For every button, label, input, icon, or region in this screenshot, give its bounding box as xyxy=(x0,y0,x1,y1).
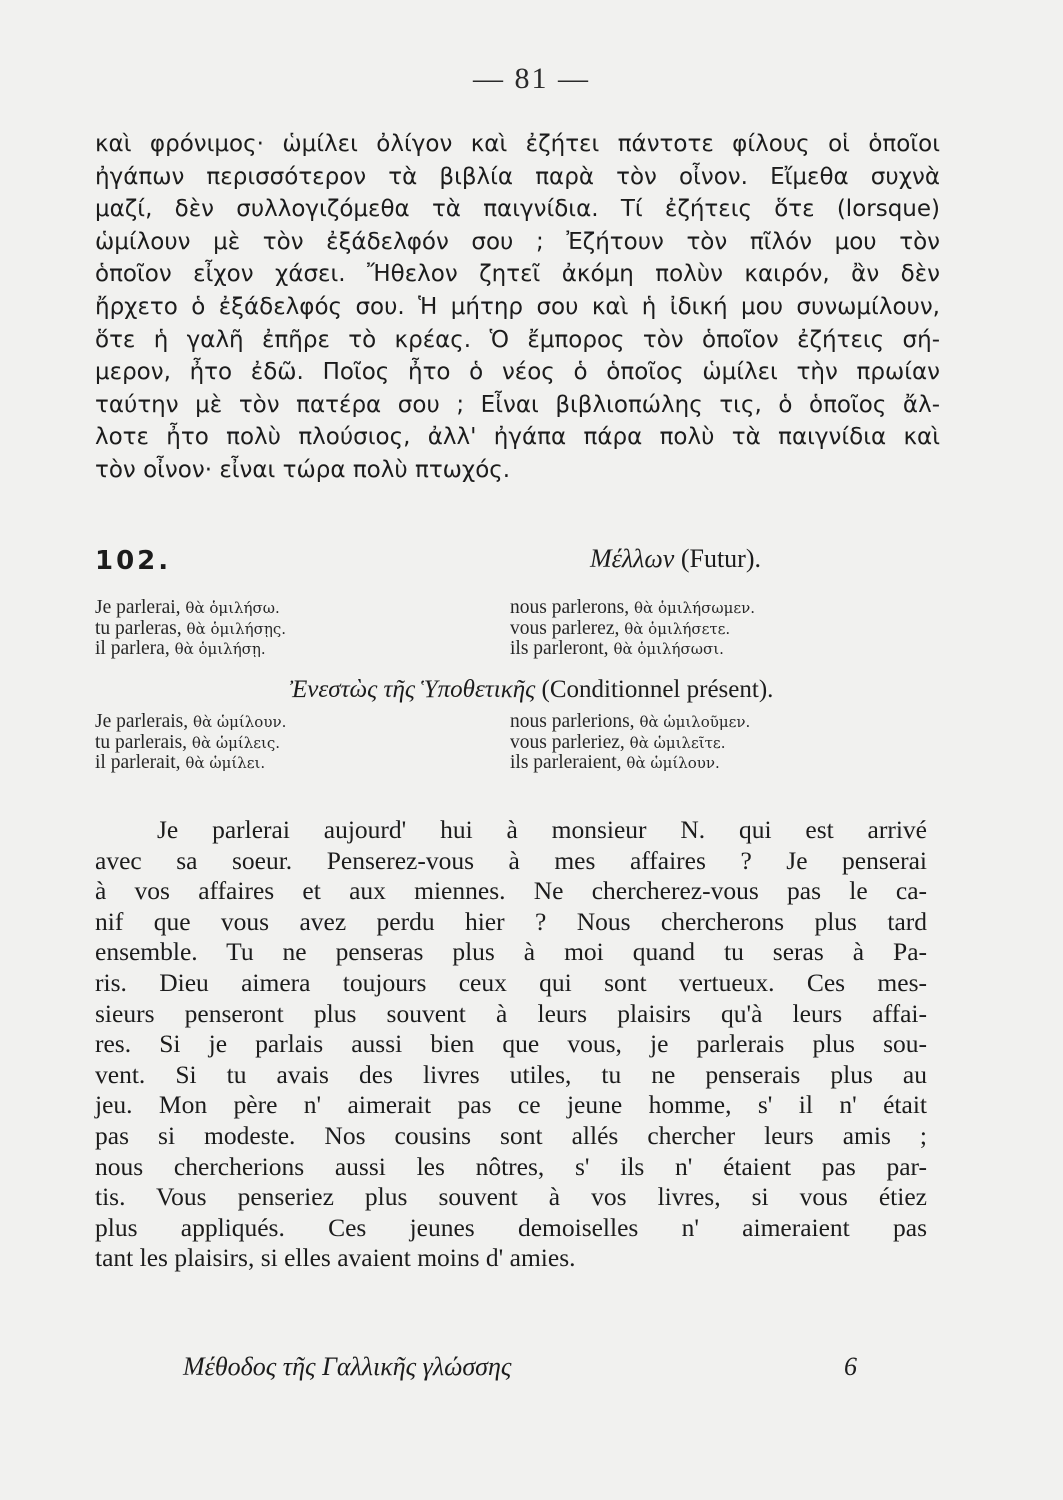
conditional-conjugation-left xyxy=(95,712,286,774)
text-line: tis. Vous penseriez plus souvent à vos livres, si vous étiez xyxy=(95,1182,927,1212)
text-line: sieurs penseront plus souvent à leurs plaisirs qu'à leurs affai- xyxy=(95,998,927,1028)
conjugation-line: vous parleriez, θὰ ὡμιλεῖτε. xyxy=(510,731,726,753)
conditional-conjugation-right xyxy=(510,712,750,774)
footer-signature-mark: 6 xyxy=(844,1352,857,1381)
text-line: ensemble. Tu ne penseras plus à moi quand tu seras à Pa- xyxy=(95,937,927,967)
conjugation-line: Je parlerai, θὰ ὁμιλήσω. xyxy=(95,597,280,618)
text-line: ris. Dieu aimera toujours ceux qui sont vertueux. Ces mes- xyxy=(95,967,927,997)
future-conjugation-right xyxy=(510,598,755,660)
text-line: plus appliqués. Ces jeunes demoiselles n' aimeraient pas xyxy=(95,1212,927,1242)
text-line: pas si modeste. Nos cousins sont allés chercher leurs amis ; xyxy=(95,1120,927,1150)
french-exercise-paragraph xyxy=(95,815,927,1274)
text-line: τὸν οἶνον· εἶναι τώρα πολὺ πτωχός. xyxy=(95,456,511,483)
footer-book-title: Μέθοδος τῆς Γαλλικῆς γλώσσης xyxy=(183,1352,512,1381)
text-line: ὅτε ἡ γαλῆ ἐπῆρε τὸ κρέας. Ὁ ἔμπορος τὸν ὁποῖον ἐζήτεις σή- xyxy=(95,326,940,353)
section-title-french: (Futur). xyxy=(680,544,761,573)
text-line: avec sa soeur. Penserez-vous à mes affaires ? Je penserai xyxy=(95,845,927,875)
conjugation-line: il parlerait, θὰ ὡμίλει. xyxy=(95,752,266,773)
text-line: ἤρχετο ὁ ἐξάδελφός σου. Ἡ μήτηρ σου καὶ ἡ ἰδική μου συνωμίλουν, xyxy=(95,293,940,320)
text-line: vent. Si tu avais des livres utiles, tu ne penserais plus au xyxy=(95,1059,927,1089)
conditional-heading-french: (Conditionnel présent). xyxy=(541,676,774,703)
conjugation-line: il parlera, θὰ ὁμιλήσῃ. xyxy=(95,638,266,659)
text-line: μαζί, δὲν συλλογιζόμεθα τὰ παιγνίδια. Τί ἐζήτεις ὅτε (lorsque) xyxy=(95,196,940,223)
text-line: res. Si je parlais aussi bien que vous, je parlerais plus sou- xyxy=(95,1029,927,1059)
text-line: λοτε ἦτο πολὺ πλούσιος, ἀλλ' ἠγάπα πάρα πολὺ τὰ παιγνίδια καὶ xyxy=(95,424,940,451)
section-title xyxy=(590,544,761,574)
conjugation-line: ils parleront, θὰ ὁμιλήσωσι. xyxy=(510,638,724,659)
text-line: Je parlerai aujourd' hui à monsieur N. qui est arrivé xyxy=(157,815,927,844)
greek-exercise-paragraph xyxy=(95,128,940,487)
text-line: à vos affaires et aux miennes. Ne chercherez-vous pas le ca- xyxy=(95,876,927,906)
text-line: καὶ φρόνιμος· ὡμίλει ὀλίγον καὶ ἐζήτει πάντοτε φίλους οἱ ὁποῖοι xyxy=(95,131,940,157)
conjugation-line: tu parleras, θὰ ὁμιλήσῃς. xyxy=(95,617,286,639)
text-line: ὁποῖον εἶχον χάσει. Ἤθελον ζητεῖ ἀκόμη πολὺν καιρόν, ἂν δὲν xyxy=(95,261,940,288)
conjugation-line: nous parlerions, θὰ ὡμιλοῦμεν. xyxy=(510,711,751,732)
text-line: jeu. Mon père n' aimerait pas ce jeune homme, s' il n' était xyxy=(95,1090,927,1120)
conjugation-line: Je parlerais, θὰ ὡμίλουν. xyxy=(95,711,287,732)
text-line: nif que vous avez perdu hier ? Nous chercherons plus tard xyxy=(95,906,927,936)
future-conjugation-left xyxy=(95,598,286,660)
section-title-greek: Μέλλων xyxy=(590,544,675,573)
text-line: tant les plaisirs, si elles avaient moins d' amies. xyxy=(95,1243,576,1273)
text-line: ταύτην μὲ τὸν πατέρα σου ; Εἶναι βιβλιοπώλης τις, ὁ ὁποῖος ἄλ- xyxy=(95,391,940,418)
text-line: ὡμίλουν μὲ τὸν ἐξάδελφόν σου ; Ἐζήτουν τὸν πῖλόν μου τὸν xyxy=(95,228,940,255)
text-line: μερον, ἦτο ἐδῶ. Ποῖος ἦτο ὁ νέος ὁ ὁποῖος ὡμίλει τὴν πρωίαν xyxy=(95,359,940,386)
conjugation-line: ils parleraient, θὰ ὡμίλουν. xyxy=(510,752,720,773)
conjugation-line: vous parlerez, θὰ ὁμιλήσετε. xyxy=(510,617,731,639)
page-number: — 81 — xyxy=(473,62,590,95)
conjugation-line: nous parlerons, θὰ ὁμιλήσωμεν. xyxy=(510,597,755,618)
conditional-heading-greek: Ἐνεστὼς τῆς Ὑποθετικῆς xyxy=(289,676,536,703)
section-number: 102. xyxy=(95,546,172,576)
conditional-heading xyxy=(0,676,1063,704)
conjugation-line: tu parlerais, θὰ ὡμίλεις. xyxy=(95,731,281,753)
text-line: nous chercherions aussi les nôtres, s' ils n' étaient pas par- xyxy=(95,1151,927,1181)
text-line: ἠγάπων περισσότερον τὰ βιβλία παρὰ τὸν οἶνον. Εἴμεθα συχνὰ xyxy=(95,163,940,190)
